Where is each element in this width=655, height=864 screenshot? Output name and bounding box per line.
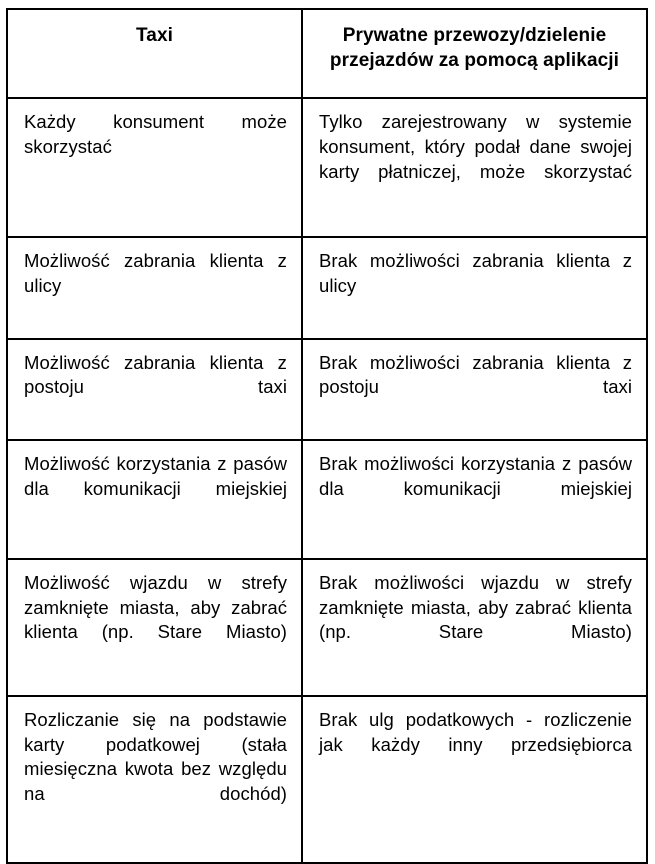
cell-rideshare-3 — [302, 339, 647, 440]
cell-rideshare-5-text: Brak możliwości wjazdu w strefy zamknięte miasta, aby zabrać klienta (np. Stare Miasto) — [319, 571, 632, 643]
cell-rideshare-1 — [302, 98, 647, 237]
table-header — [7, 9, 647, 98]
column-header-rideshare-label: Prywatne przewozy/dzielenie przejazdów za pomocą aplikacji — [329, 25, 620, 72]
cell-taxi-3-text: Możliwość zabrania klienta z postoju taxi — [24, 351, 287, 398]
table-body — [7, 98, 647, 863]
cell-taxi-6-text: Rozliczanie się na podstawie karty podatkowej (stała miesięczna kwota bez względu na dochód) — [24, 708, 287, 805]
table-row — [7, 559, 647, 696]
cell-taxi-5-text: Możliwość wjazdu w strefy zamknięte miasta, aby zabrać klienta (np. Stare Miasto) — [24, 571, 287, 643]
column-header-taxi-label: Taxi — [135, 25, 173, 46]
cell-rideshare-3-text: Brak możliwości zabrania klienta z postoju taxi — [319, 351, 632, 398]
cell-rideshare-6 — [302, 696, 647, 863]
cell-taxi-1 — [7, 98, 302, 237]
cell-taxi-2-text: Możliwość zabrania klienta z ulicy — [24, 250, 287, 296]
cell-rideshare-6-text: Brak ulg podatkowych - rozliczenie jak każdy inny przedsiębiorca — [319, 708, 632, 755]
table-row — [7, 237, 647, 338]
cell-rideshare-5 — [302, 559, 647, 696]
column-header-taxi — [7, 9, 302, 98]
cell-rideshare-1-text: Tylko zarejestrowany w systemie konsument, który podał dane swojej karty płatniczej, może skorzystać — [319, 111, 632, 182]
cell-rideshare-2 — [302, 237, 647, 338]
cell-taxi-4-text: Możliwość korzystania z pasów dla komunikacji miejskiej — [24, 452, 287, 499]
cell-rideshare-4 — [302, 440, 647, 559]
column-header-rideshare — [302, 9, 647, 98]
cell-rideshare-4-text: Brak możliwości korzystania z pasów dla komunikacji miejskiej — [319, 452, 632, 499]
cell-taxi-5 — [7, 559, 302, 696]
table-row — [7, 440, 647, 559]
cell-taxi-1-text: Każdy konsument może skorzystać — [24, 111, 287, 157]
table-row — [7, 696, 647, 863]
table-row — [7, 339, 647, 440]
cell-taxi-4 — [7, 440, 302, 559]
cell-taxi-2 — [7, 237, 302, 338]
comparison-table — [6, 8, 648, 864]
cell-taxi-3 — [7, 339, 302, 440]
header-row — [7, 9, 647, 98]
table-row — [7, 98, 647, 237]
cell-rideshare-2-text: Brak możliwości zabrania klienta z ulicy — [319, 250, 632, 296]
cell-taxi-6 — [7, 696, 302, 863]
